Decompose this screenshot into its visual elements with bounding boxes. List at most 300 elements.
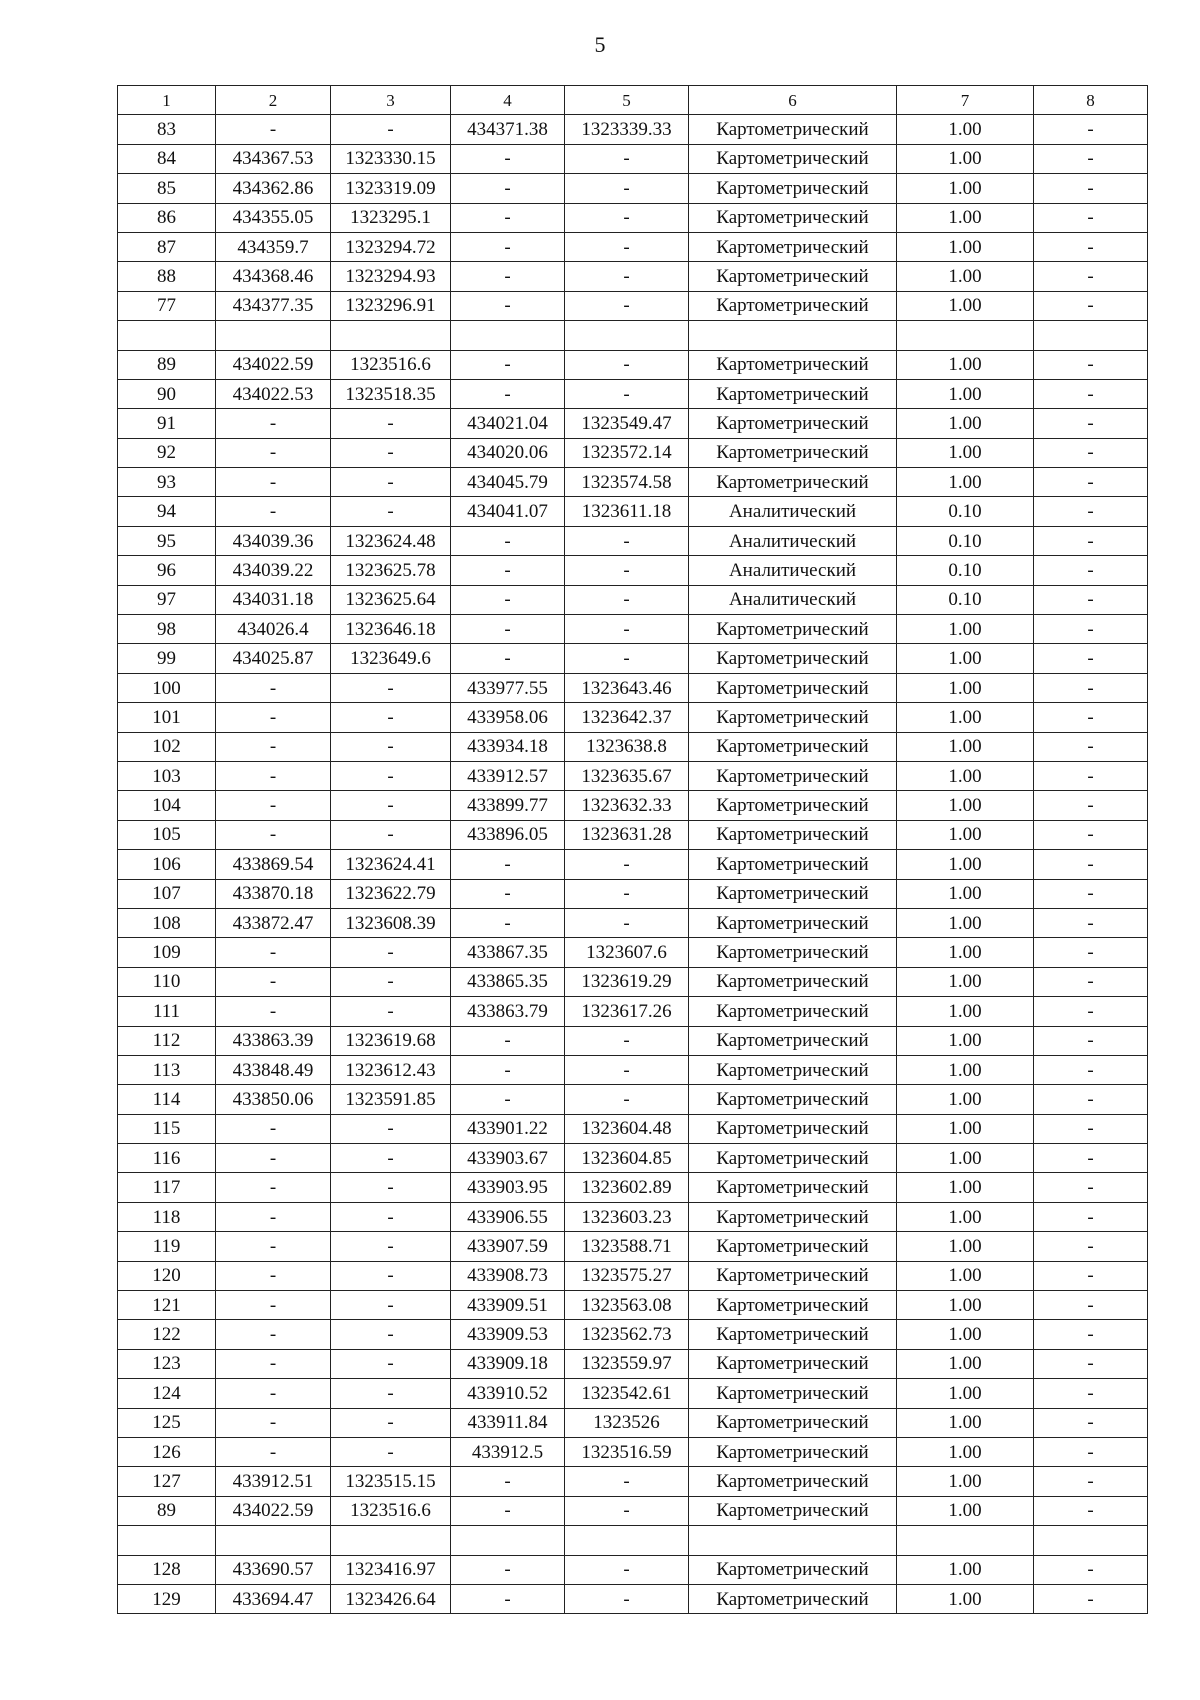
- table-cell: 434355.05: [216, 203, 331, 232]
- table-cell: 1323619.68: [331, 1026, 451, 1055]
- table-cell: 1.00: [897, 761, 1034, 790]
- table-cell: 1.00: [897, 232, 1034, 261]
- table-cell: 102: [118, 732, 216, 761]
- table-cell: -: [1034, 379, 1148, 408]
- table-cell: Картометрический: [689, 379, 897, 408]
- table-cell: 1323562.73: [565, 1320, 689, 1349]
- table-row: [118, 1144, 1148, 1173]
- table-cell: 433869.54: [216, 850, 331, 879]
- table-cell: 1.00: [897, 1379, 1034, 1408]
- table-cell: 433850.06: [216, 1085, 331, 1114]
- table-cell: -: [1034, 232, 1148, 261]
- table-cell: -: [451, 644, 565, 673]
- table-cell: 104: [118, 791, 216, 820]
- table-cell: -: [331, 1202, 451, 1231]
- table-cell: Картометрический: [689, 938, 897, 967]
- table-cell: 1323607.6: [565, 938, 689, 967]
- table-cell: -: [216, 938, 331, 967]
- table-cell: Картометрический: [689, 1349, 897, 1378]
- table-cell: 1.00: [897, 644, 1034, 673]
- table-cell: -: [1034, 203, 1148, 232]
- column-header-6: 6: [689, 86, 897, 115]
- table-row: [118, 703, 1148, 732]
- table-cell: 1.00: [897, 967, 1034, 996]
- table-cell: 119: [118, 1232, 216, 1261]
- table-row: [118, 1467, 1148, 1496]
- table-cell: -: [216, 1261, 331, 1290]
- table-cell: 434022.53: [216, 379, 331, 408]
- table-cell: [451, 321, 565, 350]
- table-row: [118, 379, 1148, 408]
- table-cell: 433870.18: [216, 879, 331, 908]
- table-cell: -: [216, 409, 331, 438]
- table-cell: 433912.5: [451, 1437, 565, 1466]
- separator-row: [118, 321, 1148, 350]
- table-cell: 1.00: [897, 820, 1034, 849]
- table-cell: Картометрический: [689, 1144, 897, 1173]
- table-cell: 434031.18: [216, 585, 331, 614]
- table-row: [118, 967, 1148, 996]
- page-number: 5: [594, 32, 606, 57]
- table-cell: Аналитический: [689, 585, 897, 614]
- table-cell: 433909.51: [451, 1291, 565, 1320]
- table-cell: 1323642.37: [565, 703, 689, 732]
- separator-row: [118, 1526, 1148, 1555]
- table-cell: Картометрический: [689, 791, 897, 820]
- column-header-2: 2: [216, 86, 331, 115]
- table-row: [118, 615, 1148, 644]
- table-cell: Аналитический: [689, 556, 897, 585]
- table-cell: -: [451, 1496, 565, 1525]
- table-cell: 434026.4: [216, 615, 331, 644]
- table-row: [118, 585, 1148, 614]
- table-cell: 97: [118, 585, 216, 614]
- table-cell: 1323649.6: [331, 644, 451, 673]
- table-cell: -: [1034, 556, 1148, 585]
- table-cell: -: [451, 1055, 565, 1084]
- table-cell: -: [216, 1320, 331, 1349]
- table-row: [118, 791, 1148, 820]
- table-cell: 108: [118, 908, 216, 937]
- table-row: [118, 1437, 1148, 1466]
- table-cell: -: [565, 1085, 689, 1114]
- table-cell: -: [451, 291, 565, 320]
- table-cell: 434022.59: [216, 350, 331, 379]
- table-cell: 1323612.43: [331, 1055, 451, 1084]
- table-cell: [897, 1526, 1034, 1555]
- table-cell: -: [331, 1437, 451, 1466]
- table-cell: -: [1034, 1437, 1148, 1466]
- table-cell: -: [1034, 1232, 1148, 1261]
- table-cell: 1323611.18: [565, 497, 689, 526]
- table-cell: 1.00: [897, 1173, 1034, 1202]
- table-row: [118, 262, 1148, 291]
- table-cell: 124: [118, 1379, 216, 1408]
- table-cell: Картометрический: [689, 997, 897, 1026]
- table-cell: 0.10: [897, 497, 1034, 526]
- table-cell: 1323330.15: [331, 144, 451, 173]
- table-cell: 96: [118, 556, 216, 585]
- table-cell: 115: [118, 1114, 216, 1143]
- table-cell: -: [451, 174, 565, 203]
- table-row: [118, 1055, 1148, 1084]
- table-cell: -: [451, 908, 565, 937]
- table-cell: -: [565, 1584, 689, 1613]
- table-cell: -: [565, 144, 689, 173]
- table-cell: 1323632.33: [565, 791, 689, 820]
- table-cell: 1323426.64: [331, 1584, 451, 1613]
- table-cell: -: [331, 1114, 451, 1143]
- table-cell: 1323635.67: [565, 761, 689, 790]
- table-cell: -: [565, 615, 689, 644]
- table-cell: -: [331, 761, 451, 790]
- table-cell: 1.00: [897, 203, 1034, 232]
- table-cell: -: [216, 1349, 331, 1378]
- table-cell: 105: [118, 820, 216, 849]
- table-cell: -: [565, 1055, 689, 1084]
- table-cell: 1.00: [897, 1320, 1034, 1349]
- table-cell: -: [331, 468, 451, 497]
- table-cell: [216, 1526, 331, 1555]
- table-cell: -: [451, 556, 565, 585]
- table-cell: -: [565, 1496, 689, 1525]
- table-cell: -: [331, 673, 451, 702]
- table-cell: -: [331, 791, 451, 820]
- table-cell: -: [451, 232, 565, 261]
- table-cell: 433909.53: [451, 1320, 565, 1349]
- table-cell: -: [1034, 732, 1148, 761]
- table-cell: -: [451, 1467, 565, 1496]
- table-cell: Картометрический: [689, 850, 897, 879]
- table-cell: Картометрический: [689, 350, 897, 379]
- table-cell: 1323625.64: [331, 585, 451, 614]
- table-cell: -: [331, 115, 451, 144]
- table-cell: Картометрический: [689, 1584, 897, 1613]
- table-row: [118, 879, 1148, 908]
- table-cell: 120: [118, 1261, 216, 1290]
- table-cell: -: [1034, 761, 1148, 790]
- table-cell: -: [216, 115, 331, 144]
- table-cell: 1.00: [897, 379, 1034, 408]
- table-cell: 1323295.1: [331, 203, 451, 232]
- table-cell: [1034, 1526, 1148, 1555]
- table-cell: 93: [118, 468, 216, 497]
- table-cell: 1323619.29: [565, 967, 689, 996]
- table-cell: -: [331, 1320, 451, 1349]
- table-cell: 1.00: [897, 703, 1034, 732]
- table-cell: 1.00: [897, 1467, 1034, 1496]
- table-row: [118, 1349, 1148, 1378]
- table-cell: -: [216, 703, 331, 732]
- table-cell: 1.00: [897, 1232, 1034, 1261]
- table-cell: 95: [118, 526, 216, 555]
- table-cell: -: [565, 644, 689, 673]
- table-cell: Картометрический: [689, 615, 897, 644]
- table-cell: -: [1034, 174, 1148, 203]
- table-cell: 1323575.27: [565, 1261, 689, 1290]
- table-cell: 1323319.09: [331, 174, 451, 203]
- table-cell: -: [1034, 350, 1148, 379]
- table-row: [118, 526, 1148, 555]
- table-cell: 114: [118, 1085, 216, 1114]
- table-cell: 434371.38: [451, 115, 565, 144]
- table-cell: -: [451, 1026, 565, 1055]
- table-cell: -: [216, 1379, 331, 1408]
- table-cell: Картометрический: [689, 703, 897, 732]
- table-cell: 116: [118, 1144, 216, 1173]
- table-cell: 99: [118, 644, 216, 673]
- table-cell: -: [216, 1144, 331, 1173]
- table-cell: Картометрический: [689, 262, 897, 291]
- table-cell: -: [451, 1584, 565, 1613]
- table-cell: [689, 1526, 897, 1555]
- table-cell: 433934.18: [451, 732, 565, 761]
- table-cell: 433694.47: [216, 1584, 331, 1613]
- table-cell: -: [451, 203, 565, 232]
- table-cell: 122: [118, 1320, 216, 1349]
- table-cell: 0.10: [897, 526, 1034, 555]
- table-cell: 434377.35: [216, 291, 331, 320]
- table-cell: -: [1034, 1144, 1148, 1173]
- table-cell: 1.00: [897, 1408, 1034, 1437]
- table-cell: 1323608.39: [331, 908, 451, 937]
- table-cell: -: [216, 497, 331, 526]
- table-cell: [118, 1526, 216, 1555]
- table-cell: -: [1034, 526, 1148, 555]
- table-cell: 434367.53: [216, 144, 331, 173]
- table-cell: 1323516.59: [565, 1437, 689, 1466]
- table-cell: 1.00: [897, 1261, 1034, 1290]
- table-cell: 1323643.46: [565, 673, 689, 702]
- table-cell: 433690.57: [216, 1555, 331, 1584]
- table-cell: -: [565, 908, 689, 937]
- table-cell: Картометрический: [689, 1085, 897, 1114]
- table-row: [118, 409, 1148, 438]
- table-cell: 1323296.91: [331, 291, 451, 320]
- table-cell: 434362.86: [216, 174, 331, 203]
- table-cell: [331, 321, 451, 350]
- table-cell: -: [451, 262, 565, 291]
- table-cell: 1.00: [897, 1555, 1034, 1584]
- table-cell: 123: [118, 1349, 216, 1378]
- table-row: [118, 1232, 1148, 1261]
- table-cell: -: [331, 409, 451, 438]
- table-cell: Картометрический: [689, 761, 897, 790]
- table-cell: 1323625.78: [331, 556, 451, 585]
- table-cell: 1.00: [897, 673, 1034, 702]
- table-cell: [897, 321, 1034, 350]
- table-cell: 92: [118, 438, 216, 467]
- table-cell: 433867.35: [451, 938, 565, 967]
- table-cell: 89: [118, 1496, 216, 1525]
- table-cell: -: [565, 556, 689, 585]
- table-cell: 1.00: [897, 468, 1034, 497]
- table-cell: 1323638.8: [565, 732, 689, 761]
- table-cell: 100: [118, 673, 216, 702]
- table-cell: Картометрический: [689, 732, 897, 761]
- table-cell: 433977.55: [451, 673, 565, 702]
- table-cell: 118: [118, 1202, 216, 1231]
- table-cell: 1323622.79: [331, 879, 451, 908]
- table-cell: 433863.79: [451, 997, 565, 1026]
- table-cell: -: [565, 350, 689, 379]
- table-cell: 434020.06: [451, 438, 565, 467]
- table-cell: 434022.59: [216, 1496, 331, 1525]
- table-cell: -: [216, 791, 331, 820]
- table-cell: -: [1034, 997, 1148, 1026]
- table-cell: -: [216, 997, 331, 1026]
- table-cell: [451, 1526, 565, 1555]
- table-row: [118, 468, 1148, 497]
- table-cell: -: [216, 468, 331, 497]
- table-cell: 1323572.14: [565, 438, 689, 467]
- table-cell: -: [1034, 1026, 1148, 1055]
- table-cell: -: [216, 1202, 331, 1231]
- table-cell: -: [216, 1291, 331, 1320]
- table-cell: Картометрический: [689, 144, 897, 173]
- table-cell: 434039.22: [216, 556, 331, 585]
- table-cell: 103: [118, 761, 216, 790]
- column-header-3: 3: [331, 86, 451, 115]
- table-cell: -: [451, 585, 565, 614]
- table-cell: -: [565, 1026, 689, 1055]
- table-cell: 0.10: [897, 585, 1034, 614]
- table-cell: Картометрический: [689, 1379, 897, 1408]
- table-cell: Картометрический: [689, 1408, 897, 1437]
- table-cell: -: [565, 1467, 689, 1496]
- table-cell: Картометрический: [689, 1114, 897, 1143]
- table-cell: 1323542.61: [565, 1379, 689, 1408]
- table-cell: -: [565, 291, 689, 320]
- table-row: [118, 1320, 1148, 1349]
- table-cell: -: [1034, 1055, 1148, 1084]
- table-cell: -: [1034, 967, 1148, 996]
- table-cell: -: [331, 703, 451, 732]
- column-header-4: 4: [451, 86, 565, 115]
- table-cell: Картометрический: [689, 820, 897, 849]
- table-cell: 433903.95: [451, 1173, 565, 1202]
- table-cell: -: [565, 174, 689, 203]
- table-row: [118, 1496, 1148, 1525]
- table-cell: 1323588.71: [565, 1232, 689, 1261]
- table-cell: 433912.51: [216, 1467, 331, 1496]
- table-cell: -: [1034, 144, 1148, 173]
- table-row: [118, 732, 1148, 761]
- table-cell: -: [565, 526, 689, 555]
- table-cell: Картометрический: [689, 1202, 897, 1231]
- table-cell: 433907.59: [451, 1232, 565, 1261]
- table-cell: -: [565, 850, 689, 879]
- table-cell: Картометрический: [689, 967, 897, 996]
- table-cell: -: [331, 497, 451, 526]
- table-row: [118, 497, 1148, 526]
- table-cell: -: [331, 438, 451, 467]
- table-cell: Картометрический: [689, 1173, 897, 1202]
- table-row: [118, 1173, 1148, 1202]
- table-cell: 127: [118, 1467, 216, 1496]
- table-cell: 433912.57: [451, 761, 565, 790]
- table-row: [118, 820, 1148, 849]
- table-cell: 1.00: [897, 1584, 1034, 1613]
- table-cell: -: [565, 585, 689, 614]
- table-body: [118, 115, 1148, 1614]
- table-cell: 88: [118, 262, 216, 291]
- table-cell: -: [1034, 703, 1148, 732]
- table-cell: -: [331, 820, 451, 849]
- table-cell: -: [1034, 673, 1148, 702]
- table-row: [118, 1379, 1148, 1408]
- table-cell: Картометрический: [689, 1320, 897, 1349]
- table-cell: -: [331, 1349, 451, 1378]
- table-cell: 83: [118, 115, 216, 144]
- table-cell: -: [216, 1408, 331, 1437]
- table-cell: -: [216, 967, 331, 996]
- table-cell: Картометрический: [689, 174, 897, 203]
- table-cell: 113: [118, 1055, 216, 1084]
- table-row: [118, 350, 1148, 379]
- table-cell: Аналитический: [689, 526, 897, 555]
- table-cell: -: [1034, 850, 1148, 879]
- table-row: [118, 174, 1148, 203]
- table-row: [118, 673, 1148, 702]
- table-cell: 433911.84: [451, 1408, 565, 1437]
- table-cell: -: [1034, 791, 1148, 820]
- table-cell: Картометрический: [689, 203, 897, 232]
- table-cell: -: [1034, 644, 1148, 673]
- table-cell: 1.00: [897, 908, 1034, 937]
- table-cell: Картометрический: [689, 1261, 897, 1290]
- table-cell: 90: [118, 379, 216, 408]
- table-cell: 433958.06: [451, 703, 565, 732]
- table-row: [118, 1202, 1148, 1231]
- table-cell: -: [565, 379, 689, 408]
- table-cell: 1.00: [897, 291, 1034, 320]
- column-header-8: 8: [1034, 86, 1148, 115]
- table-cell: 433908.73: [451, 1261, 565, 1290]
- table-cell: [565, 321, 689, 350]
- table-cell: -: [1034, 1408, 1148, 1437]
- table-row: [118, 1085, 1148, 1114]
- table-cell: 1.00: [897, 438, 1034, 467]
- table-cell: 0.10: [897, 556, 1034, 585]
- table-cell: 1323624.41: [331, 850, 451, 879]
- table-cell: -: [1034, 1496, 1148, 1525]
- table-cell: -: [331, 1173, 451, 1202]
- table-cell: 1323624.48: [331, 526, 451, 555]
- table-row: [118, 291, 1148, 320]
- table-cell: Картометрический: [689, 1232, 897, 1261]
- table-cell: 1323646.18: [331, 615, 451, 644]
- table-cell: -: [331, 967, 451, 996]
- table-cell: 84: [118, 144, 216, 173]
- table-cell: 1323604.85: [565, 1144, 689, 1173]
- table-cell: -: [565, 232, 689, 261]
- table-cell: Картометрический: [689, 291, 897, 320]
- table-cell: -: [1034, 409, 1148, 438]
- table-cell: -: [1034, 908, 1148, 937]
- table-cell: 433903.67: [451, 1144, 565, 1173]
- table-cell: -: [216, 438, 331, 467]
- table-cell: -: [451, 1085, 565, 1114]
- table-cell: Картометрический: [689, 468, 897, 497]
- table-cell: 434368.46: [216, 262, 331, 291]
- table-cell: 1323631.28: [565, 820, 689, 849]
- table-row: [118, 1026, 1148, 1055]
- table-cell: 91: [118, 409, 216, 438]
- table-cell: 433901.22: [451, 1114, 565, 1143]
- table-cell: Картометрический: [689, 644, 897, 673]
- table-cell: -: [331, 997, 451, 1026]
